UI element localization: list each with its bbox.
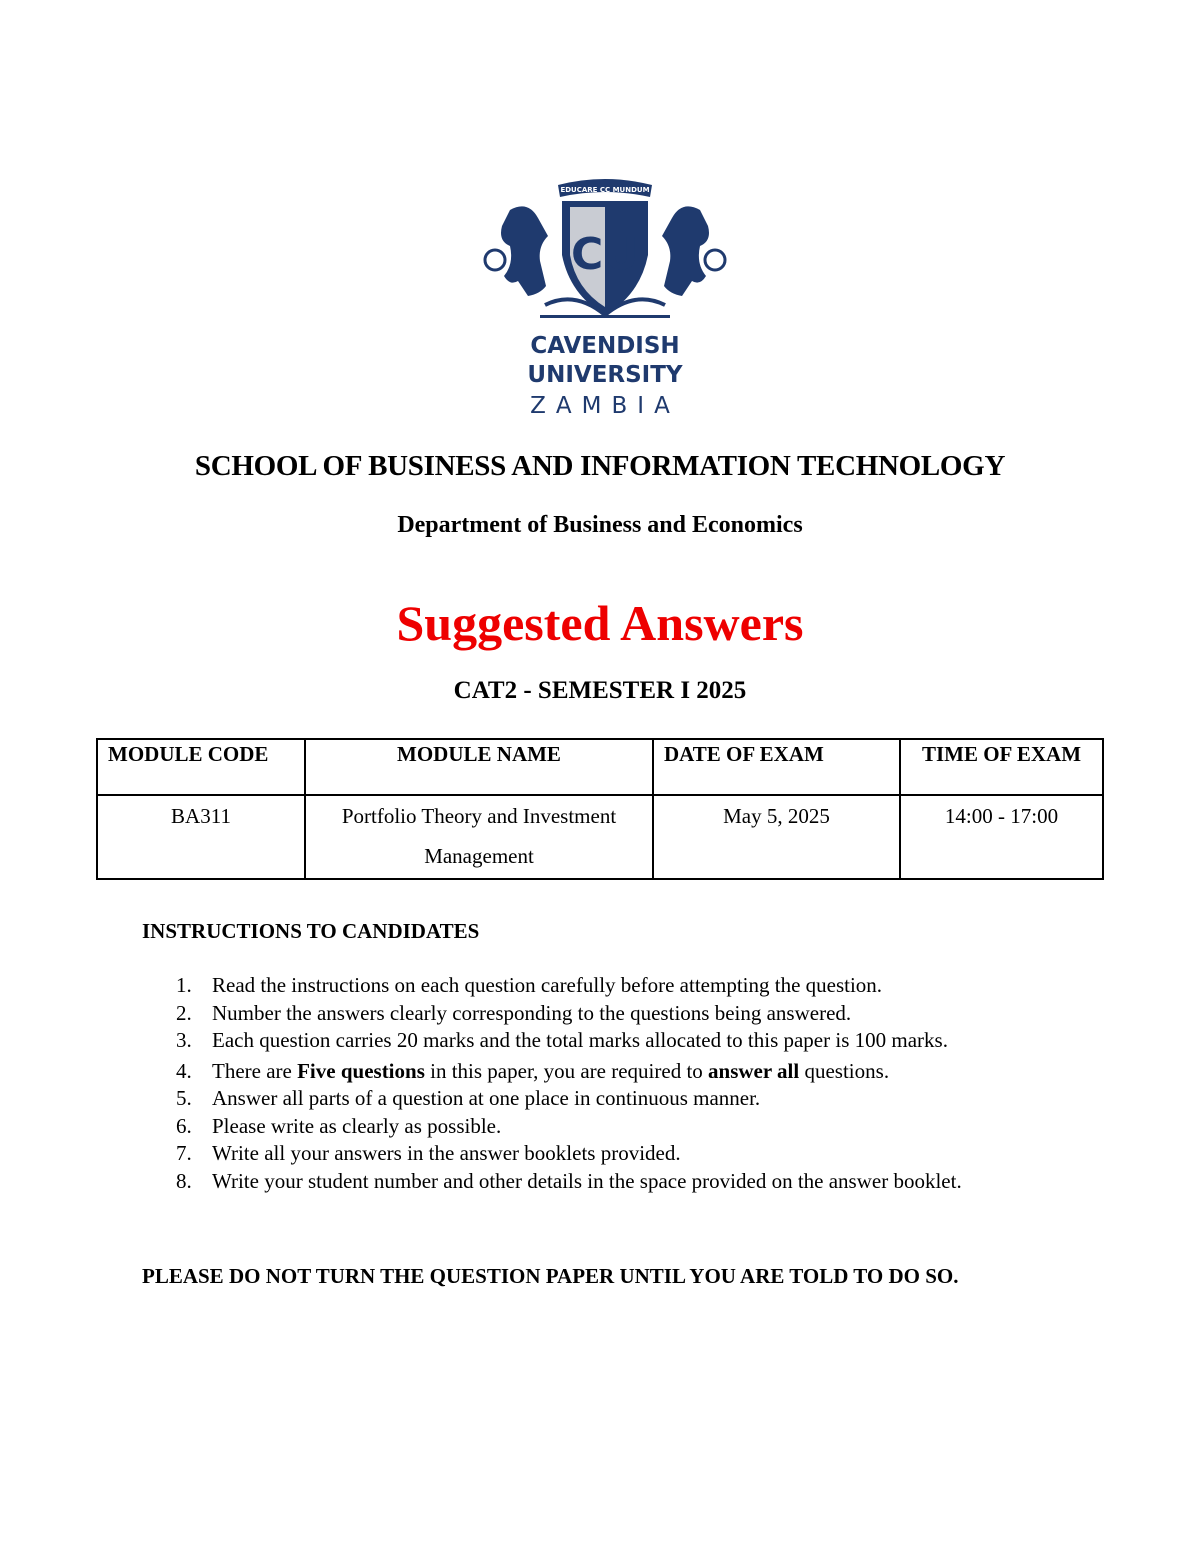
list-item <box>142 1113 962 1141</box>
item-number: 3. <box>176 1028 192 1053</box>
warning-notice: PLEASE DO NOT TURN THE QUESTION PAPER UNTIL YOU ARE TOLD TO DO SO. <box>142 1264 959 1288</box>
item-text: Write all your answers in the answer booklets provided. <box>212 1141 681 1166</box>
list-item <box>142 1055 962 1085</box>
item-number: 5. <box>176 1086 192 1111</box>
list-item <box>142 1027 962 1055</box>
header-module-code: MODULE CODE <box>97 739 305 795</box>
item-number: 8. <box>176 1169 192 1194</box>
header-time-of-exam: TIME OF EXAM <box>900 739 1103 795</box>
item-number: 2. <box>176 1000 192 1025</box>
item-text: Each question carries 20 marks and the total marks allocated to this paper is 100 marks. <box>212 1028 948 1053</box>
logo-line1: CAVENDISH <box>530 333 680 359</box>
item-number: 1. <box>176 973 192 997</box>
item-text: Number the answers clearly corresponding to the questions being answered. <box>212 1000 852 1025</box>
item-number: 6. <box>176 1113 192 1138</box>
item-number: 7. <box>176 1141 192 1166</box>
university-logo <box>470 165 740 425</box>
module-name: Portfolio Theory and Investment Management <box>305 795 653 879</box>
item-text: Answer all parts of a question at one place in continuous manner. <box>212 1086 761 1111</box>
item-text: Please write as clearly as possible. <box>212 1113 502 1138</box>
list-item <box>142 1168 962 1196</box>
instructions-list <box>142 972 962 1196</box>
item-text: There are <box>212 1059 298 1084</box>
table-header-row <box>97 739 1103 795</box>
list-item <box>142 972 962 1000</box>
item-number: 4. <box>176 1059 192 1084</box>
exam-date: May 5, 2025 <box>653 795 900 879</box>
suggested-answers-title: Suggested Answers <box>396 595 804 651</box>
header-module-name: MODULE NAME <box>305 739 653 795</box>
logo-line2: UNIVERSITY <box>527 362 683 388</box>
logo-line3: ZAMBIA <box>530 393 680 419</box>
department-heading: Department of Business and Economics <box>397 512 803 538</box>
logo-monogram: CU <box>570 229 640 280</box>
logo-motto: EDUCARE CC MUNDUM <box>560 186 650 194</box>
list-item <box>142 1000 962 1028</box>
item-text-bold: Five questions <box>297 1059 425 1084</box>
item-text: questions. <box>799 1059 890 1084</box>
header-date-of-exam: DATE OF EXAM <box>653 739 900 795</box>
item-text: Write your student number and other details in the space provided on the answer booklet. <box>212 1169 962 1194</box>
item-text: Read the instructions on each question carefully before attempting the question. <box>212 973 883 997</box>
list-item <box>142 1085 962 1113</box>
item-text-bold: answer all <box>708 1059 800 1084</box>
table-row <box>97 795 1103 879</box>
exam-title: CAT2 - SEMESTER I 2025 <box>453 677 747 704</box>
module-code: BA311 <box>97 795 305 879</box>
item-text: in this paper, you are required to <box>424 1059 709 1084</box>
school-heading: SCHOOL OF BUSINESS AND INFORMATION TECHNOLOGY <box>194 450 1006 482</box>
instructions-heading: INSTRUCTIONS TO CANDIDATES <box>142 919 480 943</box>
list-item <box>142 1140 962 1168</box>
module-info-table <box>96 738 1104 880</box>
exam-time: 14:00 - 17:00 <box>900 795 1103 879</box>
